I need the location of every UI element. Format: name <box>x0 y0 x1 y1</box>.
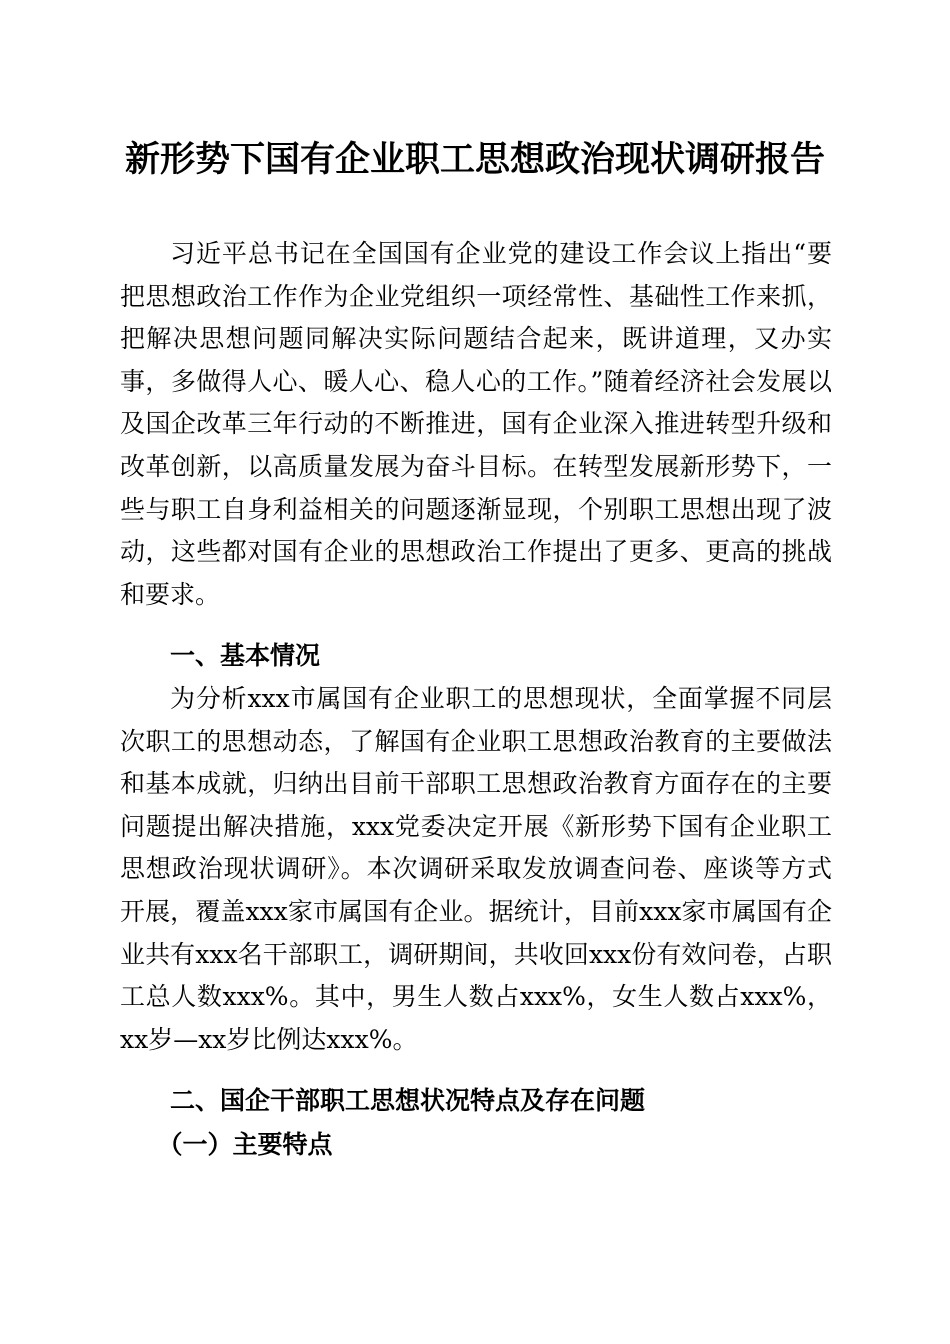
paragraph-basic-situation: 为分析xxx市属国有企业职工的思想现状，全面掌握不同层次职工的思想动态，了解国有企业职工思想政治教育的主要做法和基本成就，归纳出目前干部职工思想政治教育方面存在的主要问题提出解决措施，xxx党委决定开展《新形势下国有企业职工思想政治现状调研》。本次调研采取发放调查问卷、座谈等方式开展，覆盖xxx家市属国有企业。据统计，目前xxx家市属国有企业共有xxx名干部职工，调研期间，共收回xxx份有效问卷，占职工总人数xxx%。其中，男生人数占xxx%，女生人数占xxx%，xx岁—xx岁比例达xxx%。 <box>120 684 832 1054</box>
section-heading-characteristics-problems: 二、国企干部职工思想状况特点及存在问题 <box>170 1086 646 1115</box>
document-title: 新形势下国有企业职工思想政治现状调研报告 <box>124 139 825 180</box>
paragraph-intro: 习近平总书记在全国国有企业党的建设工作会议上指出“要把思想政治工作作为企业党组织一项经常性、基础性工作来抓，把解决思想问题同解决实际问题结合起来，既讲道理，又办实事，多做得人心、暖人心、稳人心的工作。”随着经济社会发展以及国企改革三年行动的不断推进，国有企业深入推进转型升级和改革创新，以高质量发展为奋斗目标。在转型发展新形势下，一些与职工自身利益相关的问题逐渐显现，个别职工思想出现了波动，这些都对国有企业的思想政治工作提出了更多、更高的挑战和要求。 <box>120 239 832 609</box>
subsection-heading-main-features: （一）主要特点 <box>157 1130 333 1159</box>
section-heading-basic-situation: 一、基本情况 <box>170 641 321 670</box>
